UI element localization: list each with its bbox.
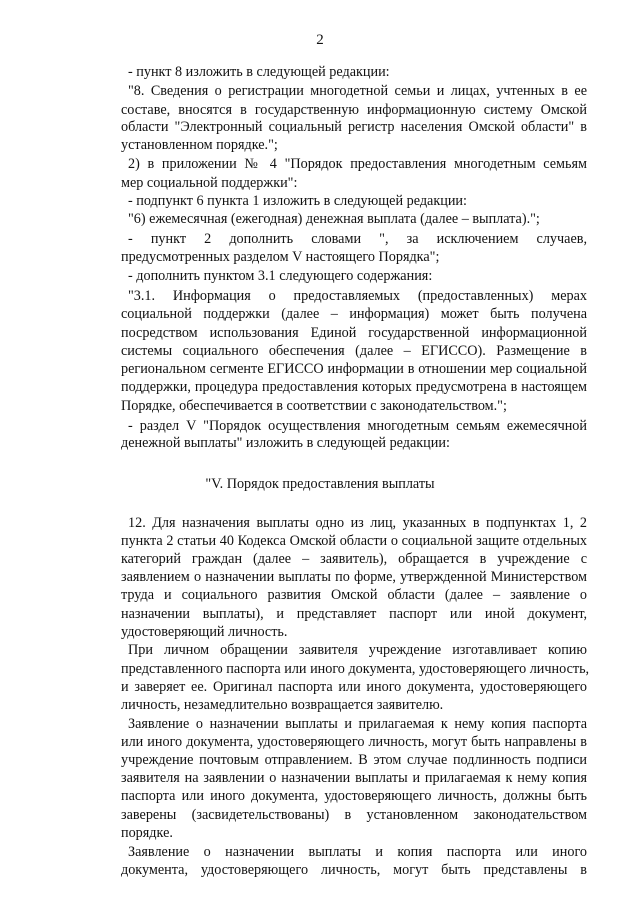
text-line: личность, незамедлительно возвращается заявителю. [121, 696, 444, 713]
text-line: - раздел V "Порядок осуществления многодетным семьям ежемесячной [128, 417, 587, 434]
text-line: и заверяет ее. Оригинал паспорта или иного документа, удостоверяющего [121, 679, 587, 695]
text-line: Заявление о назначении выплаты и прилагаемая к нему копия паспорта [128, 715, 587, 732]
text-line: паспорта или иного документа, удостоверяющего личность, должны быть [121, 787, 587, 804]
text-line: заявлением о назначении выплаты по форме, утвержденной Министерством [121, 569, 587, 586]
text-line: предусмотренных разделом V настоящего Порядка"; [121, 248, 440, 265]
text-line: составе, вносятся в государственную информационную систему Омской [121, 101, 587, 118]
text-line: или иного документа, удостоверяющего личность, могут быть направлены в [121, 733, 587, 750]
text-line: Порядке, обеспечивается в соответствии с законодательством."; [121, 397, 507, 414]
text-line: денежной выплаты" изложить в следующей редакции: [121, 435, 450, 452]
text-line: заявителя на заявлении о назначении выплаты и прилагаемая к нему копия [121, 770, 587, 787]
text-line: поддержки, процедура предоставления которых предусмотрена в настоящем [121, 379, 587, 396]
text-line: труда и социального развития Омской области (далее – заявление о [121, 587, 587, 604]
text-line: - пункт 2 дополнить словами ", за исключением случаев, [128, 230, 587, 247]
text-line: мер социальной поддержки": [121, 174, 298, 191]
text-line: 12. Для назначения выплаты одно из лиц, указанных в подпунктах 1, 2 [128, 514, 587, 531]
text-line: - подпункт 6 пункта 1 изложить в следующей редакции: [128, 193, 467, 210]
text-line: категорий граждан (далее – заявитель), обращается в учреждение с [121, 550, 587, 567]
text-line: "6) ежемесячная (ежегодная) денежная выплата (далее – выплата)."; [128, 211, 540, 228]
text-line: области "Электронный социальный регистр населения Омской области" в [121, 119, 587, 136]
text-line: При личном обращении заявителя учреждение изготавливает копию [128, 642, 587, 659]
text-line: региональном сегменте ЕГИССО информации в отношении мер социальной [121, 361, 587, 378]
text-line: назначении выплаты), и представляет паспорт или иной документ, [121, 605, 587, 622]
text-line: посредством использования Единой государственной информационной [121, 324, 587, 341]
text-line: "3.1. Информация о предоставляемых (предоставленных) мерах [128, 288, 587, 304]
text-line: - пункт 8 изложить в следующей редакции: [128, 64, 390, 80]
text-line: удостоверяющий личность. [121, 623, 288, 640]
text-line: пункта 2 статьи 40 Кодекса Омской области о социальной защите отдельных [121, 532, 587, 549]
text-line: учреждение почтовым отправлением. В этом случае подлинность подписи [121, 752, 587, 769]
section-heading: "V. Порядок предоставления выплаты [205, 475, 435, 492]
text-line: 2) в приложении № 4 "Порядок предоставления многодетным семьям [128, 155, 587, 172]
page-number: 2 [316, 32, 324, 48]
text-line: представленного паспорта или иного документа, удостоверяющего личность, [121, 661, 590, 678]
text-line: Заявление о назначении выплаты и копия паспорта или иного [128, 844, 587, 861]
text-line: установленном порядке."; [121, 137, 278, 154]
text-line: заверены (засвидетельствованы) в установленном законодательством [121, 806, 587, 823]
text-line: документа, удостоверяющего личность, могут быть представлены в [121, 862, 587, 878]
text-line: системы социального обеспечения (далее – ЕГИССО). Размещение в [121, 342, 587, 359]
text-line: - дополнить пунктом 3.1 следующего содержания: [128, 268, 433, 285]
text-line: "8. Сведения о регистрации многодетной семьи и лицах, учтенных в ее [128, 82, 587, 99]
text-line: порядке. [121, 824, 173, 841]
text-line: социальной поддержки (далее – информация) может быть получена [121, 305, 587, 322]
